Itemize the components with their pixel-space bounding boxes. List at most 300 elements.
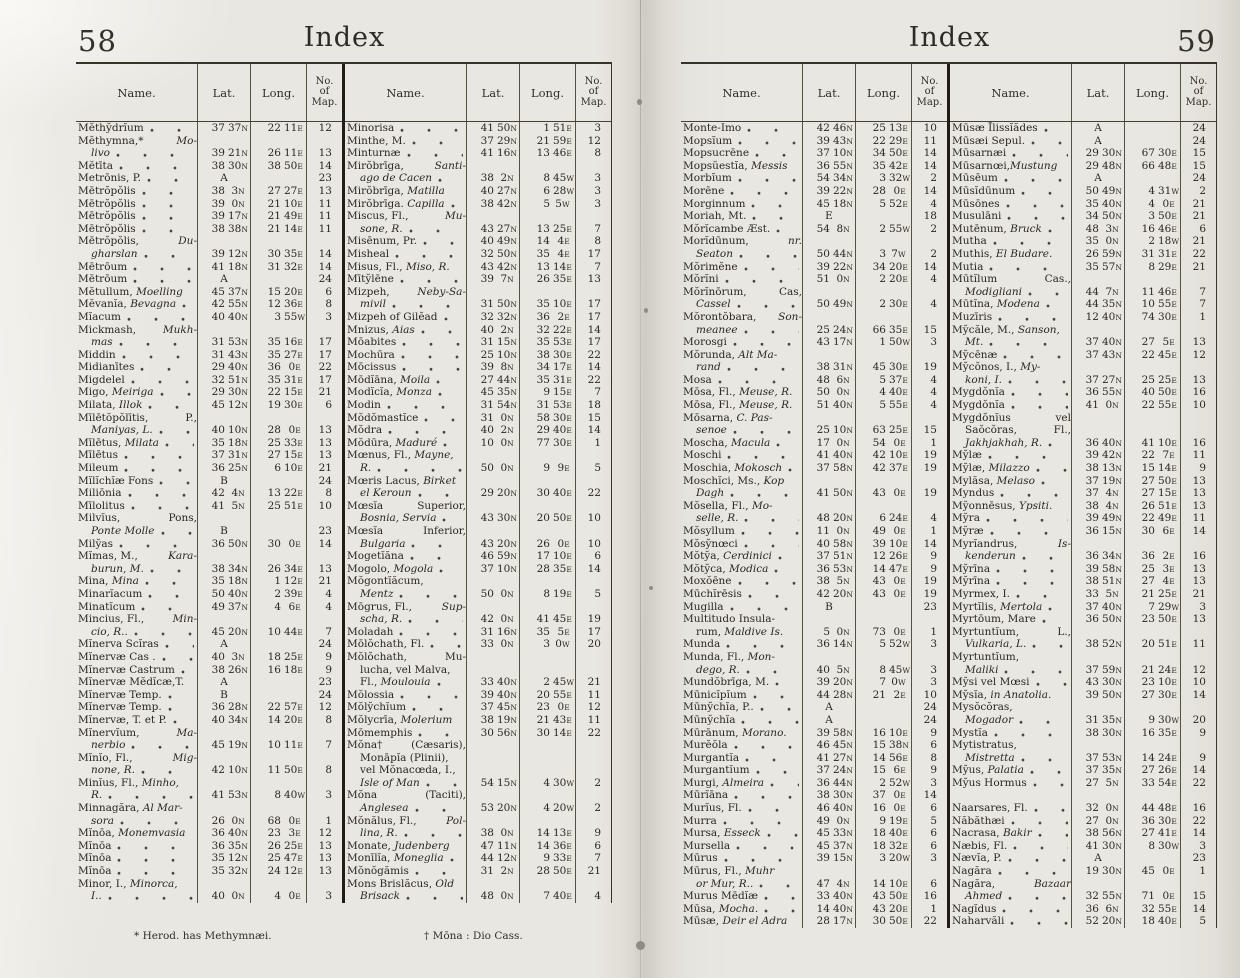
lat-cell bbox=[802, 386, 855, 399]
name-cell bbox=[681, 764, 802, 777]
page-header bbox=[681, 22, 1218, 62]
coord-direction: N bbox=[846, 363, 854, 373]
coord-minutes: 18N bbox=[228, 575, 249, 588]
name-cell bbox=[950, 664, 1071, 677]
name-text: Myrtuntĭum, bbox=[952, 650, 1020, 663]
coord-minutes: 59N bbox=[497, 550, 518, 563]
dot-leader bbox=[114, 865, 194, 878]
index-row bbox=[950, 802, 1216, 815]
coord-degrees: 14 bbox=[536, 839, 550, 852]
coord-degrees: 39 bbox=[1085, 449, 1099, 462]
coord-direction: N bbox=[1115, 602, 1123, 612]
dot-leader bbox=[1005, 852, 1068, 865]
long-cell bbox=[1124, 449, 1180, 462]
map-number-cell: 3 bbox=[911, 676, 947, 689]
map-number-cell: 7 bbox=[306, 626, 342, 639]
map-number-cell bbox=[1180, 739, 1216, 752]
name-cell bbox=[681, 122, 802, 135]
coord-minutes: 0E bbox=[893, 575, 906, 588]
coord-minutes: 36E bbox=[284, 298, 304, 311]
map-number-cell: 6 bbox=[911, 878, 947, 891]
long-cell bbox=[519, 701, 575, 714]
index-row bbox=[345, 336, 611, 349]
coord-degrees: 15 bbox=[872, 739, 886, 752]
name-cell bbox=[76, 311, 197, 324]
coord-degrees: 36 bbox=[1085, 613, 1099, 626]
coord-direction: E bbox=[566, 690, 573, 700]
coord-direction: N bbox=[846, 199, 854, 209]
lat-cell bbox=[466, 827, 519, 840]
lat-cell bbox=[466, 777, 519, 790]
long-cell bbox=[1124, 764, 1180, 777]
index-row bbox=[76, 512, 342, 525]
long-cell bbox=[1124, 689, 1180, 702]
name-cell bbox=[681, 424, 802, 437]
index-row bbox=[345, 324, 611, 337]
name-text: My̆sĭa, bbox=[952, 688, 991, 701]
dot-leader bbox=[1001, 172, 1068, 185]
coord-degrees: 37 bbox=[211, 449, 225, 462]
coord-direction: N bbox=[1112, 237, 1119, 247]
long-cell bbox=[1124, 538, 1180, 551]
name-text: Mogolo, bbox=[347, 562, 394, 575]
lat-cell: A bbox=[197, 676, 250, 689]
name-text: burun, M. bbox=[91, 562, 144, 575]
dot-leader bbox=[790, 727, 799, 740]
paper-speck bbox=[636, 941, 645, 950]
coord-degrees: 14 bbox=[267, 713, 281, 726]
dot-leader bbox=[398, 349, 463, 362]
dot-leader bbox=[736, 248, 799, 261]
lat-cell bbox=[1071, 525, 1124, 538]
name-cell bbox=[345, 475, 466, 488]
name-cell bbox=[345, 815, 466, 828]
name-cell bbox=[681, 789, 802, 802]
map-number-cell: 4 bbox=[911, 386, 947, 399]
name-text: Mertola bbox=[1000, 600, 1043, 613]
dot-leader bbox=[385, 739, 408, 752]
lat-cell: B bbox=[197, 689, 250, 702]
coord-minutes: 5N bbox=[1105, 587, 1119, 600]
coord-direction: E bbox=[902, 904, 909, 914]
name-cell bbox=[345, 198, 466, 211]
coord-degrees: 10 bbox=[1141, 298, 1155, 311]
coord-minutes: 43N bbox=[1102, 348, 1123, 361]
table-body bbox=[345, 122, 611, 903]
coord-degrees: 8 bbox=[879, 663, 886, 676]
lat-cell bbox=[802, 185, 855, 198]
lat-cell bbox=[466, 386, 519, 399]
coord-degrees: 26 bbox=[267, 562, 281, 575]
index-row bbox=[345, 739, 611, 752]
index-row bbox=[681, 764, 947, 777]
coord-degrees: 34 bbox=[536, 361, 550, 374]
map-number-cell: 8 bbox=[306, 487, 342, 500]
name-text: R. bbox=[91, 789, 103, 802]
name-cell bbox=[76, 361, 197, 374]
map-number-cell bbox=[1180, 273, 1216, 286]
name-cell bbox=[681, 324, 802, 337]
map-number-cell: 13 bbox=[306, 449, 342, 462]
coord-degrees: 3 bbox=[543, 638, 550, 651]
coord-minutes: 10E bbox=[889, 537, 909, 550]
name-cell bbox=[76, 172, 197, 185]
name-text: Mŏna bbox=[347, 789, 378, 802]
name-text: Mygdŏnĭa bbox=[952, 386, 1005, 399]
map-number-cell: 22 bbox=[1180, 815, 1216, 828]
coord-minutes: 42N bbox=[497, 197, 518, 210]
name-cell bbox=[950, 298, 1071, 311]
map-number-cell: 2 bbox=[1180, 185, 1216, 198]
map-number-cell bbox=[575, 651, 611, 664]
coord-degrees: 40 bbox=[480, 424, 494, 437]
long-cell bbox=[519, 727, 575, 740]
coord-minutes: 5E bbox=[557, 625, 570, 638]
name-cell bbox=[950, 135, 1071, 148]
coord-degrees: 40 bbox=[211, 890, 225, 903]
dot-leader bbox=[722, 273, 799, 286]
coord-direction: E bbox=[297, 715, 304, 725]
long-cell bbox=[250, 336, 306, 349]
coord-direction: N bbox=[846, 401, 854, 411]
coord-minutes: 55E bbox=[1158, 298, 1178, 311]
coord-minutes: 38N bbox=[889, 739, 910, 752]
long-cell bbox=[1124, 852, 1180, 865]
map-number-cell bbox=[575, 764, 611, 777]
map-number-cell: 11 bbox=[1180, 449, 1216, 462]
map-number-cell: 24 bbox=[306, 689, 342, 702]
name-cell bbox=[950, 727, 1071, 740]
name-cell bbox=[345, 575, 466, 588]
coord-minutes: 43N bbox=[228, 348, 249, 361]
map-number-cell: 19 bbox=[911, 449, 947, 462]
coord-minutes: 2N bbox=[500, 172, 514, 185]
index-row bbox=[681, 638, 947, 651]
map-number-cell bbox=[575, 575, 611, 588]
coord-direction: N bbox=[846, 464, 854, 474]
coord-degrees: 2 bbox=[274, 587, 281, 600]
dot-leader bbox=[731, 789, 799, 802]
index-row bbox=[76, 550, 342, 563]
dot-leader bbox=[119, 349, 194, 362]
dot-leader bbox=[720, 815, 799, 828]
dot-leader bbox=[995, 865, 1068, 878]
name-text: My̆ræ bbox=[952, 525, 984, 537]
map-number-cell: 23 bbox=[306, 525, 342, 538]
name-text: Mĭnōa bbox=[78, 839, 112, 852]
index-row bbox=[345, 701, 611, 714]
name-text: Mētrŏpŏlis bbox=[78, 184, 136, 197]
map-number-cell: 15 bbox=[911, 424, 947, 437]
coord-minutes: 40N bbox=[1102, 197, 1123, 210]
index-row bbox=[76, 714, 342, 727]
name-text: Mocha. bbox=[718, 902, 759, 915]
coord-direction: E bbox=[297, 287, 304, 297]
coord-degrees: 21 bbox=[1141, 663, 1155, 676]
dot-leader bbox=[1055, 248, 1068, 261]
dot-leader bbox=[1014, 412, 1053, 425]
index-row bbox=[345, 487, 611, 500]
coord-direction: E bbox=[1171, 350, 1178, 360]
map-number-cell bbox=[306, 878, 342, 891]
coord-minutes: 11E bbox=[284, 739, 304, 752]
coord-direction: W bbox=[561, 640, 570, 650]
coord-minutes: 50N bbox=[497, 298, 518, 311]
index-row bbox=[76, 462, 342, 475]
lat-cell bbox=[197, 147, 250, 160]
coord-minutes: 3E bbox=[1162, 562, 1175, 575]
coord-degrees: 47 bbox=[816, 877, 830, 890]
coord-minutes: 33N bbox=[833, 827, 854, 840]
dot-leader bbox=[738, 714, 799, 727]
long-cell bbox=[519, 525, 575, 538]
dot-leader bbox=[1033, 462, 1068, 475]
long-cell bbox=[519, 626, 575, 639]
coord-direction: N bbox=[1115, 715, 1123, 725]
index-row bbox=[76, 185, 342, 198]
coord-minutes: 42N bbox=[1102, 449, 1123, 462]
coord-degrees: 36 bbox=[816, 159, 830, 172]
lat-cell bbox=[197, 160, 250, 173]
coord-degrees: 2 bbox=[1148, 235, 1155, 248]
long-cell bbox=[1124, 147, 1180, 160]
long-cell bbox=[250, 701, 306, 714]
coord-minutes: 20N bbox=[833, 676, 854, 689]
name-text: Multitudo Insula- bbox=[683, 613, 776, 626]
coord-direction: E bbox=[297, 199, 304, 209]
coord-direction: E bbox=[1171, 287, 1178, 297]
dot-leader bbox=[742, 752, 799, 765]
long-cell bbox=[855, 840, 911, 853]
coord-minutes: 40N bbox=[228, 361, 249, 374]
dot-leader bbox=[761, 890, 799, 903]
coord-direction: N bbox=[1115, 300, 1123, 310]
coord-direction: N bbox=[846, 539, 854, 549]
long-cell bbox=[519, 449, 575, 462]
coord-minutes: 56N bbox=[497, 726, 518, 739]
index-row bbox=[345, 789, 611, 802]
name-text: Old bbox=[435, 877, 455, 890]
coord-minutes: 21N bbox=[228, 147, 249, 160]
dot-leader bbox=[440, 437, 463, 450]
name-text: Mŏrontŏbara, bbox=[683, 310, 760, 323]
name-text: Mt. bbox=[965, 336, 984, 349]
index-row bbox=[76, 324, 342, 337]
coord-minutes: 5N bbox=[836, 575, 850, 588]
lat-cell bbox=[197, 601, 250, 614]
coord-direction: E bbox=[297, 564, 304, 574]
coord-degrees: 36 bbox=[1141, 550, 1155, 563]
name-text: Morēne bbox=[683, 184, 725, 197]
name-text: Muzīris bbox=[952, 310, 993, 323]
long-cell bbox=[250, 399, 306, 412]
map-number-cell bbox=[1180, 538, 1216, 551]
long-cell bbox=[250, 500, 306, 513]
coord-degrees: 38 bbox=[1085, 638, 1099, 651]
index-row bbox=[950, 890, 1216, 903]
dot-leader bbox=[1016, 701, 1068, 714]
column-header-name: Name. bbox=[991, 85, 1030, 100]
lat-cell bbox=[197, 865, 250, 878]
coord-direction: W bbox=[897, 249, 906, 259]
dot-leader bbox=[459, 475, 463, 488]
coord-direction: E bbox=[900, 577, 906, 587]
coord-minutes: 20E bbox=[284, 713, 304, 726]
dot-leader bbox=[1030, 777, 1068, 790]
coord-minutes: 4N bbox=[1105, 487, 1119, 500]
lat-cell bbox=[802, 462, 855, 475]
coord-direction: N bbox=[507, 892, 514, 902]
index-row bbox=[76, 424, 342, 437]
coord-degrees: 27 bbox=[480, 373, 494, 386]
table-half-column bbox=[76, 64, 342, 903]
dot-leader bbox=[1004, 210, 1068, 223]
map-number-cell: 22 bbox=[575, 487, 611, 500]
name-text: Cerdinici bbox=[723, 550, 772, 563]
coord-direction: E bbox=[297, 867, 304, 877]
name-cell bbox=[345, 500, 466, 513]
name-text: Mūrānum, bbox=[683, 726, 742, 739]
coord-minutes: 37N bbox=[833, 839, 854, 852]
coord-minutes: 0N bbox=[500, 827, 514, 840]
coord-direction: E bbox=[564, 464, 570, 474]
coord-minutes: 34N bbox=[833, 172, 854, 185]
coord-direction: N bbox=[846, 124, 854, 133]
coord-direction: N bbox=[510, 249, 518, 259]
lat-cell bbox=[802, 399, 855, 412]
index-row bbox=[76, 198, 342, 211]
coord-direction: N bbox=[241, 388, 249, 398]
index-row bbox=[345, 626, 611, 639]
lat-cell bbox=[466, 286, 519, 299]
lat-cell bbox=[466, 852, 519, 865]
name-cell bbox=[76, 727, 197, 740]
dot-leader bbox=[990, 235, 1068, 248]
table-half-column bbox=[345, 64, 611, 903]
name-cell bbox=[681, 815, 802, 828]
index-row bbox=[681, 172, 947, 185]
dot-leader bbox=[735, 575, 799, 588]
map-number-cell: 2 bbox=[911, 223, 947, 236]
name-text: Mĭnervæ Temp. bbox=[78, 688, 162, 701]
coord-minutes: 0N bbox=[500, 890, 514, 903]
coord-minutes: 35N bbox=[228, 839, 249, 852]
name-cell bbox=[681, 437, 802, 450]
map-number-cell: 4 bbox=[911, 198, 947, 211]
map-number-cell: 14 bbox=[1180, 525, 1216, 538]
name-text: Muhr bbox=[745, 865, 775, 878]
coord-direction: E bbox=[1169, 527, 1175, 536]
long-cell bbox=[519, 878, 575, 891]
dot-leader bbox=[142, 727, 173, 740]
name-cell bbox=[76, 324, 197, 337]
name-text: Bevagna bbox=[130, 298, 177, 311]
coord-minutes: 50N bbox=[1102, 688, 1123, 701]
coord-minutes: 0E bbox=[893, 487, 906, 500]
name-text: cio, R.. bbox=[91, 625, 128, 638]
name-text: Mogador bbox=[965, 713, 1014, 726]
name-text: Saŏcŏras, bbox=[965, 424, 1017, 437]
coord-direction: N bbox=[238, 652, 245, 662]
long-cell bbox=[855, 626, 911, 639]
dot-leader bbox=[141, 550, 165, 563]
lat-cell bbox=[802, 664, 855, 677]
dot-leader bbox=[374, 462, 463, 475]
coord-direction: N bbox=[843, 275, 850, 285]
name-cell bbox=[345, 412, 466, 425]
coord-direction: W bbox=[902, 640, 911, 650]
name-text: scha, R. bbox=[360, 613, 403, 626]
long-cell bbox=[855, 764, 911, 777]
map-number-cell: 14 bbox=[575, 424, 611, 437]
name-cell bbox=[681, 286, 802, 299]
map-number-cell: 23 bbox=[1180, 852, 1216, 865]
coord-direction: E bbox=[1169, 338, 1175, 348]
long-cell bbox=[1124, 210, 1180, 223]
coord-degrees: 38 bbox=[816, 361, 830, 374]
dot-leader bbox=[396, 626, 463, 639]
lat-cell bbox=[802, 739, 855, 752]
map-number-cell: 23 bbox=[306, 172, 342, 185]
name-cell bbox=[76, 764, 197, 777]
dot-leader bbox=[453, 840, 463, 853]
name-text: Maniyas, L. bbox=[91, 424, 153, 437]
dot-leader bbox=[145, 399, 194, 412]
coord-minutes: 0E bbox=[893, 525, 906, 537]
name-text: Mĭlĭchĭæ Fons bbox=[78, 474, 154, 487]
name-text: Sanson, bbox=[1017, 323, 1060, 336]
name-cell bbox=[345, 878, 466, 891]
name-cell bbox=[950, 651, 1071, 664]
coord-direction: N bbox=[241, 854, 249, 864]
lat-cell bbox=[466, 815, 519, 828]
name-cell bbox=[950, 626, 1071, 639]
coord-minutes: 56E bbox=[889, 751, 909, 764]
coord-degrees: 30 bbox=[267, 247, 281, 260]
long-cell bbox=[855, 487, 911, 500]
coord-direction: N bbox=[510, 514, 518, 524]
name-text: Mĭmas, M., bbox=[78, 550, 138, 563]
lat-cell bbox=[197, 538, 250, 551]
coord-degrees: 27 bbox=[1141, 688, 1155, 701]
name-text: Morĭdūnum, bbox=[683, 235, 749, 248]
long-cell bbox=[519, 135, 575, 148]
map-number-cell: 22 bbox=[911, 915, 947, 928]
page-header bbox=[76, 22, 613, 62]
coord-minutes: 42E bbox=[889, 159, 909, 172]
long-cell bbox=[1124, 638, 1180, 651]
index-row bbox=[681, 374, 947, 387]
coord-direction: E bbox=[566, 401, 573, 411]
coord-minutes: 50N bbox=[1102, 613, 1123, 626]
coord-degrees: 31 bbox=[480, 298, 494, 311]
index-row bbox=[681, 588, 947, 601]
long-cell bbox=[519, 424, 575, 437]
coord-degrees: 36 bbox=[211, 827, 225, 840]
name-cell bbox=[681, 613, 802, 626]
name-text: Illok bbox=[118, 399, 143, 412]
coord-degrees: 18 bbox=[267, 650, 281, 663]
map-number-cell bbox=[575, 160, 611, 173]
long-cell bbox=[250, 777, 306, 790]
lat-cell bbox=[1071, 487, 1124, 500]
coord-direction: N bbox=[1115, 615, 1123, 625]
coord-minutes: 50E bbox=[284, 764, 304, 777]
coord-minutes: 45N bbox=[833, 739, 854, 752]
name-text: Mincius, Fl., bbox=[78, 613, 145, 626]
map-number-cell: 4 bbox=[575, 890, 611, 903]
coord-minutes: 50N bbox=[833, 487, 854, 500]
